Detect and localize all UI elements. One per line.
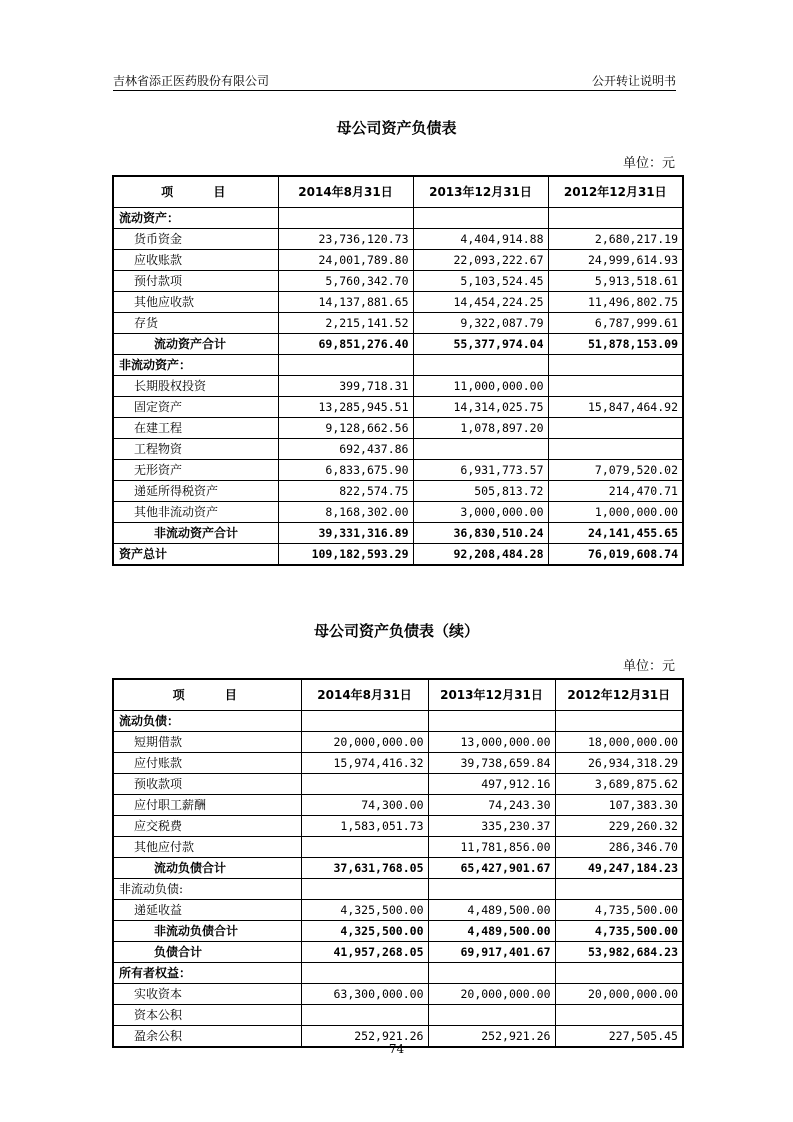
company-name: 吉林省添正医药股份有限公司	[113, 74, 270, 88]
value-cell: 20,000,000.00	[301, 732, 428, 753]
value-cell: 8,168,302.00	[278, 502, 413, 523]
table-row	[113, 774, 683, 795]
table-row	[113, 900, 683, 921]
value-cell: 107,383.30	[555, 795, 683, 816]
value-cell: 6,787,999.61	[548, 313, 683, 334]
table-row	[113, 795, 683, 816]
table-row	[113, 250, 683, 271]
table-row	[113, 292, 683, 313]
table-row	[113, 858, 683, 879]
value-cell: 14,454,224.25	[413, 292, 548, 313]
table-row	[113, 544, 683, 566]
value-cell	[301, 837, 428, 858]
row-label: 在建工程	[113, 418, 278, 439]
row-label: 流动资产：	[113, 208, 278, 229]
value-cell: 4,489,500.00	[428, 900, 555, 921]
value-cell: 11,781,856.00	[428, 837, 555, 858]
value-cell	[428, 1005, 555, 1026]
value-cell	[548, 418, 683, 439]
value-cell: 22,093,222.67	[413, 250, 548, 271]
value-cell: 4,735,500.00	[555, 921, 683, 942]
value-cell: 92,208,484.28	[413, 544, 548, 566]
table2-unit: 单位：元	[622, 659, 675, 674]
value-cell: 4,325,500.00	[301, 900, 428, 921]
value-cell: 51,878,153.09	[548, 334, 683, 355]
value-cell: 18,000,000.00	[555, 732, 683, 753]
value-cell: 692,437.86	[278, 439, 413, 460]
value-cell: 55,377,974.04	[413, 334, 548, 355]
value-cell: 3,000,000.00	[413, 502, 548, 523]
row-label: 流动负债：	[113, 711, 301, 732]
row-label: 递延收益	[113, 900, 301, 921]
value-cell: 37,631,768.05	[301, 858, 428, 879]
table-row	[113, 481, 683, 502]
value-cell: 505,813.72	[413, 481, 548, 502]
row-label: 所有者权益：	[113, 963, 301, 984]
table-row	[113, 229, 683, 250]
column-header-item: 项 目	[113, 176, 278, 208]
value-cell: 7,079,520.02	[548, 460, 683, 481]
document-name: 公开转让说明书	[591, 74, 676, 88]
row-label: 应收账款	[113, 250, 278, 271]
value-cell	[413, 208, 548, 229]
row-label: 实收资本	[113, 984, 301, 1005]
value-cell: 11,000,000.00	[413, 376, 548, 397]
table-row	[113, 879, 683, 900]
value-cell: 76,019,608.74	[548, 544, 683, 566]
value-cell: 49,247,184.23	[555, 858, 683, 879]
table-row	[113, 711, 683, 732]
value-cell: 74,243.30	[428, 795, 555, 816]
value-cell: 4,404,914.88	[413, 229, 548, 250]
value-cell: 20,000,000.00	[555, 984, 683, 1005]
table1-title: 母公司资产负债表	[336, 119, 457, 137]
row-label: 负债合计	[113, 942, 301, 963]
row-label: 非流动资产：	[113, 355, 278, 376]
row-label: 非流动负债:	[113, 879, 301, 900]
row-label: 货币资金	[113, 229, 278, 250]
row-label: 预付款项	[113, 271, 278, 292]
value-cell: 15,974,416.32	[301, 753, 428, 774]
column-header-date: 2014年8月31日	[278, 176, 413, 208]
value-cell	[548, 208, 683, 229]
value-cell: 13,285,945.51	[278, 397, 413, 418]
balance-sheet-liabilities-table	[112, 678, 684, 1048]
row-label: 预收款项	[113, 774, 301, 795]
value-cell: 6,833,675.90	[278, 460, 413, 481]
table-row	[113, 502, 683, 523]
row-label: 递延所得税资产	[113, 481, 278, 502]
row-label: 非流动资产合计	[113, 523, 278, 544]
column-header-date: 2013年12月31日	[413, 176, 548, 208]
table-row	[113, 732, 683, 753]
value-cell: 14,137,881.65	[278, 292, 413, 313]
value-cell	[548, 355, 683, 376]
value-cell	[555, 1005, 683, 1026]
row-label: 资本公积	[113, 1005, 301, 1026]
value-cell: 36,830,510.24	[413, 523, 548, 544]
value-cell: 252,921.26	[301, 1026, 428, 1048]
value-cell	[301, 963, 428, 984]
value-cell	[301, 774, 428, 795]
table-row	[113, 984, 683, 1005]
value-cell: 9,322,087.79	[413, 313, 548, 334]
row-label: 应付职工薪酬	[113, 795, 301, 816]
value-cell: 227,505.45	[555, 1026, 683, 1048]
value-cell: 1,583,051.73	[301, 816, 428, 837]
value-cell: 252,921.26	[428, 1026, 555, 1048]
value-cell	[428, 963, 555, 984]
value-cell: 23,736,120.73	[278, 229, 413, 250]
table-row	[113, 1005, 683, 1026]
table-row	[113, 460, 683, 481]
value-cell: 5,760,342.70	[278, 271, 413, 292]
column-header-date: 2012年12月31日	[555, 679, 683, 711]
value-cell: 26,934,318.29	[555, 753, 683, 774]
value-cell	[301, 879, 428, 900]
value-cell: 69,851,276.40	[278, 334, 413, 355]
value-cell: 286,346.70	[555, 837, 683, 858]
value-cell: 5,103,524.45	[413, 271, 548, 292]
value-cell: 74,300.00	[301, 795, 428, 816]
value-cell: 2,215,141.52	[278, 313, 413, 334]
value-cell: 4,489,500.00	[428, 921, 555, 942]
value-cell	[301, 1005, 428, 1026]
value-cell: 24,141,455.65	[548, 523, 683, 544]
table-row	[113, 753, 683, 774]
row-label: 长期股权投资	[113, 376, 278, 397]
header-row	[113, 176, 683, 208]
value-cell: 24,001,789.80	[278, 250, 413, 271]
table-row	[113, 355, 683, 376]
table-row	[113, 523, 683, 544]
table-row	[113, 271, 683, 292]
value-cell: 3,689,875.62	[555, 774, 683, 795]
value-cell: 63,300,000.00	[301, 984, 428, 1005]
value-cell: 20,000,000.00	[428, 984, 555, 1005]
value-cell	[413, 439, 548, 460]
row-label: 固定资产	[113, 397, 278, 418]
value-cell	[413, 355, 548, 376]
value-cell: 65,427,901.67	[428, 858, 555, 879]
row-label: 存货	[113, 313, 278, 334]
value-cell: 15,847,464.92	[548, 397, 683, 418]
value-cell	[555, 963, 683, 984]
table-row	[113, 942, 683, 963]
row-label: 流动资产合计	[113, 334, 278, 355]
row-label: 流动负债合计	[113, 858, 301, 879]
row-label: 资产总计	[113, 544, 278, 566]
table-row	[113, 397, 683, 418]
table-row	[113, 418, 683, 439]
row-label: 非流动负债合计	[113, 921, 301, 942]
value-cell: 24,999,614.93	[548, 250, 683, 271]
value-cell: 497,912.16	[428, 774, 555, 795]
value-cell: 1,078,897.20	[413, 418, 548, 439]
value-cell: 11,496,802.75	[548, 292, 683, 313]
value-cell: 13,000,000.00	[428, 732, 555, 753]
value-cell	[301, 711, 428, 732]
value-cell: 399,718.31	[278, 376, 413, 397]
row-label: 无形资产	[113, 460, 278, 481]
value-cell	[555, 879, 683, 900]
value-cell: 4,735,500.00	[555, 900, 683, 921]
value-cell: 53,982,684.23	[555, 942, 683, 963]
value-cell: 1,000,000.00	[548, 502, 683, 523]
value-cell: 335,230.37	[428, 816, 555, 837]
value-cell: 214,470.71	[548, 481, 683, 502]
table2-title: 母公司资产负债表（续）	[313, 622, 479, 640]
table-row	[113, 376, 683, 397]
table-row	[113, 963, 683, 984]
header-row	[113, 679, 683, 711]
value-cell: 5,913,518.61	[548, 271, 683, 292]
value-cell	[428, 711, 555, 732]
page-header	[113, 74, 676, 91]
column-header-date: 2012年12月31日	[548, 176, 683, 208]
table-row	[113, 334, 683, 355]
column-header-item: 项 目	[113, 679, 301, 711]
value-cell: 6,931,773.57	[413, 460, 548, 481]
table-row	[113, 921, 683, 942]
table-row	[113, 208, 683, 229]
value-cell	[548, 439, 683, 460]
value-cell: 2,680,217.19	[548, 229, 683, 250]
value-cell: 9,128,662.56	[278, 418, 413, 439]
value-cell: 822,574.75	[278, 481, 413, 502]
table-row	[113, 313, 683, 334]
value-cell: 109,182,593.29	[278, 544, 413, 566]
value-cell: 14,314,025.75	[413, 397, 548, 418]
row-label: 工程物资	[113, 439, 278, 460]
balance-sheet-assets-table	[112, 175, 684, 566]
column-header-date: 2014年8月31日	[301, 679, 428, 711]
value-cell: 39,738,659.84	[428, 753, 555, 774]
value-cell	[278, 208, 413, 229]
table-row	[113, 816, 683, 837]
table-row	[113, 837, 683, 858]
value-cell: 69,917,401.67	[428, 942, 555, 963]
table1-unit: 单位：元	[622, 156, 675, 171]
row-label: 其他应付款	[113, 837, 301, 858]
value-cell	[278, 355, 413, 376]
row-label: 盈余公积	[113, 1026, 301, 1048]
value-cell	[428, 879, 555, 900]
value-cell: 41,957,268.05	[301, 942, 428, 963]
value-cell: 229,260.32	[555, 816, 683, 837]
row-label: 应交税费	[113, 816, 301, 837]
row-label: 应付账款	[113, 753, 301, 774]
value-cell	[548, 376, 683, 397]
row-label: 短期借款	[113, 732, 301, 753]
column-header-date: 2013年12月31日	[428, 679, 555, 711]
value-cell: 39,331,316.89	[278, 523, 413, 544]
page-number: 74	[388, 1042, 405, 1056]
table-row	[113, 439, 683, 460]
row-label: 其他应收款	[113, 292, 278, 313]
value-cell	[555, 711, 683, 732]
row-label: 其他非流动资产	[113, 502, 278, 523]
value-cell: 4,325,500.00	[301, 921, 428, 942]
